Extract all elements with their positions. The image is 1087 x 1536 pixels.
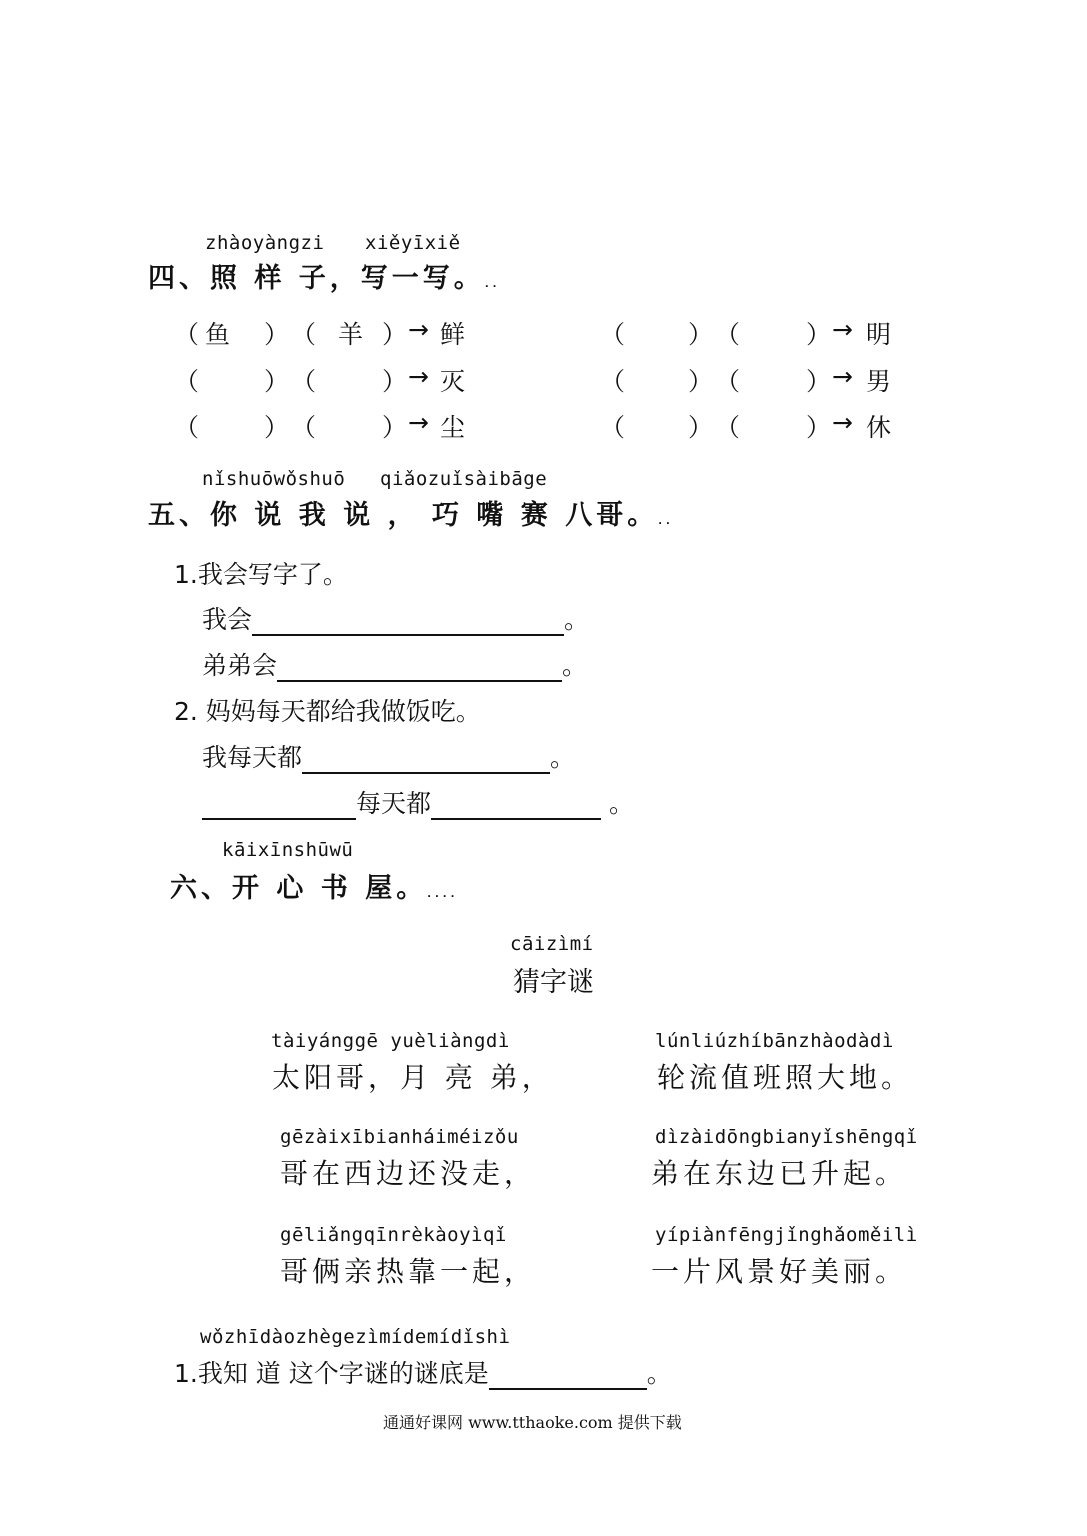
answer-blank[interactable] xyxy=(431,789,601,820)
section6-pinyin: kāixīnshūwū xyxy=(222,839,354,861)
poem-right-line: 一片风景好美丽。 xyxy=(651,1255,908,1288)
bracket-close: ） xyxy=(382,367,408,396)
answer-blank[interactable] xyxy=(202,789,356,820)
bracket-open: （ xyxy=(291,367,317,396)
section4-pinyin-b: xiěyīxiě xyxy=(365,232,461,254)
bracket-open: （ xyxy=(715,367,741,396)
section4-title: 四、照 样 子，写一写。 xyxy=(148,263,485,294)
bracket-open: （ xyxy=(291,320,317,349)
arrow-icon: → xyxy=(832,362,853,391)
bracket-open: （ xyxy=(715,413,741,442)
bracket-close: ） xyxy=(264,320,290,349)
section4-pinyin-a: zhàoyàngzi xyxy=(205,232,325,254)
arrow-icon: → xyxy=(832,408,853,437)
section5-title: 五、你 说 我 说 ， 巧 嘴 赛 八哥。 xyxy=(148,500,659,531)
bracket-close: ） xyxy=(382,413,408,442)
bracket-open: （ xyxy=(174,320,200,349)
arrow-icon: → xyxy=(408,315,429,344)
bracket-open: （ xyxy=(600,367,626,396)
poem-right-line: 弟在东边已升起。 xyxy=(651,1157,908,1190)
result-character: 尘 xyxy=(440,413,466,442)
section4-heading: 四、照 样 子，写一写。.. xyxy=(148,263,501,294)
footer-text: 通通好课网 www.tthaoke.com 提供下载 xyxy=(383,1413,682,1432)
section6-title: 六、开 心 书 屋。 xyxy=(170,873,428,904)
poem-left-pinyin: gēliǎngqīnrèkàoyìqǐ xyxy=(280,1224,507,1246)
section5-pinyin-b: qiǎozuǐsàibāge xyxy=(380,468,548,490)
poem-right-pinyin: lúnliúzhíbānzhàodàdì xyxy=(655,1030,894,1052)
bracket-close: ） xyxy=(806,413,832,442)
section6-heading: 六、开 心 书 屋。.... xyxy=(170,873,459,904)
poem-left-pinyin: gēzàixībianháiméizǒu xyxy=(280,1126,519,1148)
bracket-close: ） xyxy=(806,320,832,349)
section5-heading: 五、你 说 我 说 ， 巧 嘴 赛 八哥。.. xyxy=(148,500,674,531)
q1-sentence-b: 弟弟会 。 xyxy=(202,651,588,680)
bracket-open: （ xyxy=(600,320,626,349)
poem-left-pinyin: tàiyánggē yuèliàngdì xyxy=(271,1030,510,1052)
bracket-close: ） xyxy=(264,367,290,396)
poem-right-pinyin: yípiànfēngjǐnghǎoměilì xyxy=(655,1224,918,1246)
component-a-blank[interactable]: 鱼 xyxy=(205,320,231,349)
q2-sentence-a: 我每天都 。 xyxy=(202,743,576,772)
bracket-close: ） xyxy=(688,367,714,396)
q2-sentence-b: 每天都 。 xyxy=(202,784,634,820)
result-character: 灭 xyxy=(440,367,466,396)
section5-pinyin-a: nǐshuōwǒshuō xyxy=(202,468,346,490)
bracket-close: ） xyxy=(382,320,408,349)
poem-left-line: 太阳哥，月 亮 弟， xyxy=(272,1061,554,1094)
arrow-icon: → xyxy=(832,315,853,344)
final-question: 1.我知 道 这个字谜的谜底是 。 xyxy=(174,1359,672,1388)
poem-right-line: 轮流值班照大地。 xyxy=(657,1061,914,1094)
result-character: 男 xyxy=(866,367,892,396)
answer-blank[interactable] xyxy=(252,605,564,636)
bracket-close: ） xyxy=(264,413,290,442)
result-character: 鲜 xyxy=(440,320,466,349)
bracket-open: （ xyxy=(174,413,200,442)
bracket-close: ） xyxy=(688,413,714,442)
poem-left-line: 哥在西边还没走， xyxy=(280,1157,537,1190)
bracket-open: （ xyxy=(600,413,626,442)
riddle-title: 猜字谜 xyxy=(513,967,594,998)
bracket-open: （ xyxy=(174,367,200,396)
question-2: 2. 妈妈每天都给我做饭吃。 xyxy=(174,697,481,726)
bracket-close: ） xyxy=(806,367,832,396)
q1-sentence-a: 我会 。 xyxy=(202,605,590,634)
final-question-pinyin: wǒzhīdàozhègezìmídemídǐshì xyxy=(200,1326,511,1348)
answer-blank[interactable] xyxy=(277,651,562,682)
arrow-icon: → xyxy=(408,408,429,437)
bracket-close: ） xyxy=(688,320,714,349)
bracket-open: （ xyxy=(715,320,741,349)
result-character: 明 xyxy=(866,320,892,349)
question-1: 1.我会写字了。 xyxy=(174,560,348,589)
component-b-blank[interactable]: 羊 xyxy=(338,320,364,349)
bracket-open: （ xyxy=(291,413,317,442)
answer-blank[interactable] xyxy=(302,743,550,774)
arrow-icon: → xyxy=(408,362,429,391)
poem-left-line: 哥俩亲热靠一起， xyxy=(280,1255,537,1288)
poem-right-pinyin: dìzàidōngbianyǐshēngqǐ xyxy=(655,1126,918,1148)
riddle-title-pinyin: cāizìmí xyxy=(510,933,594,955)
answer-blank[interactable] xyxy=(489,1359,647,1390)
result-character: 休 xyxy=(866,413,892,442)
